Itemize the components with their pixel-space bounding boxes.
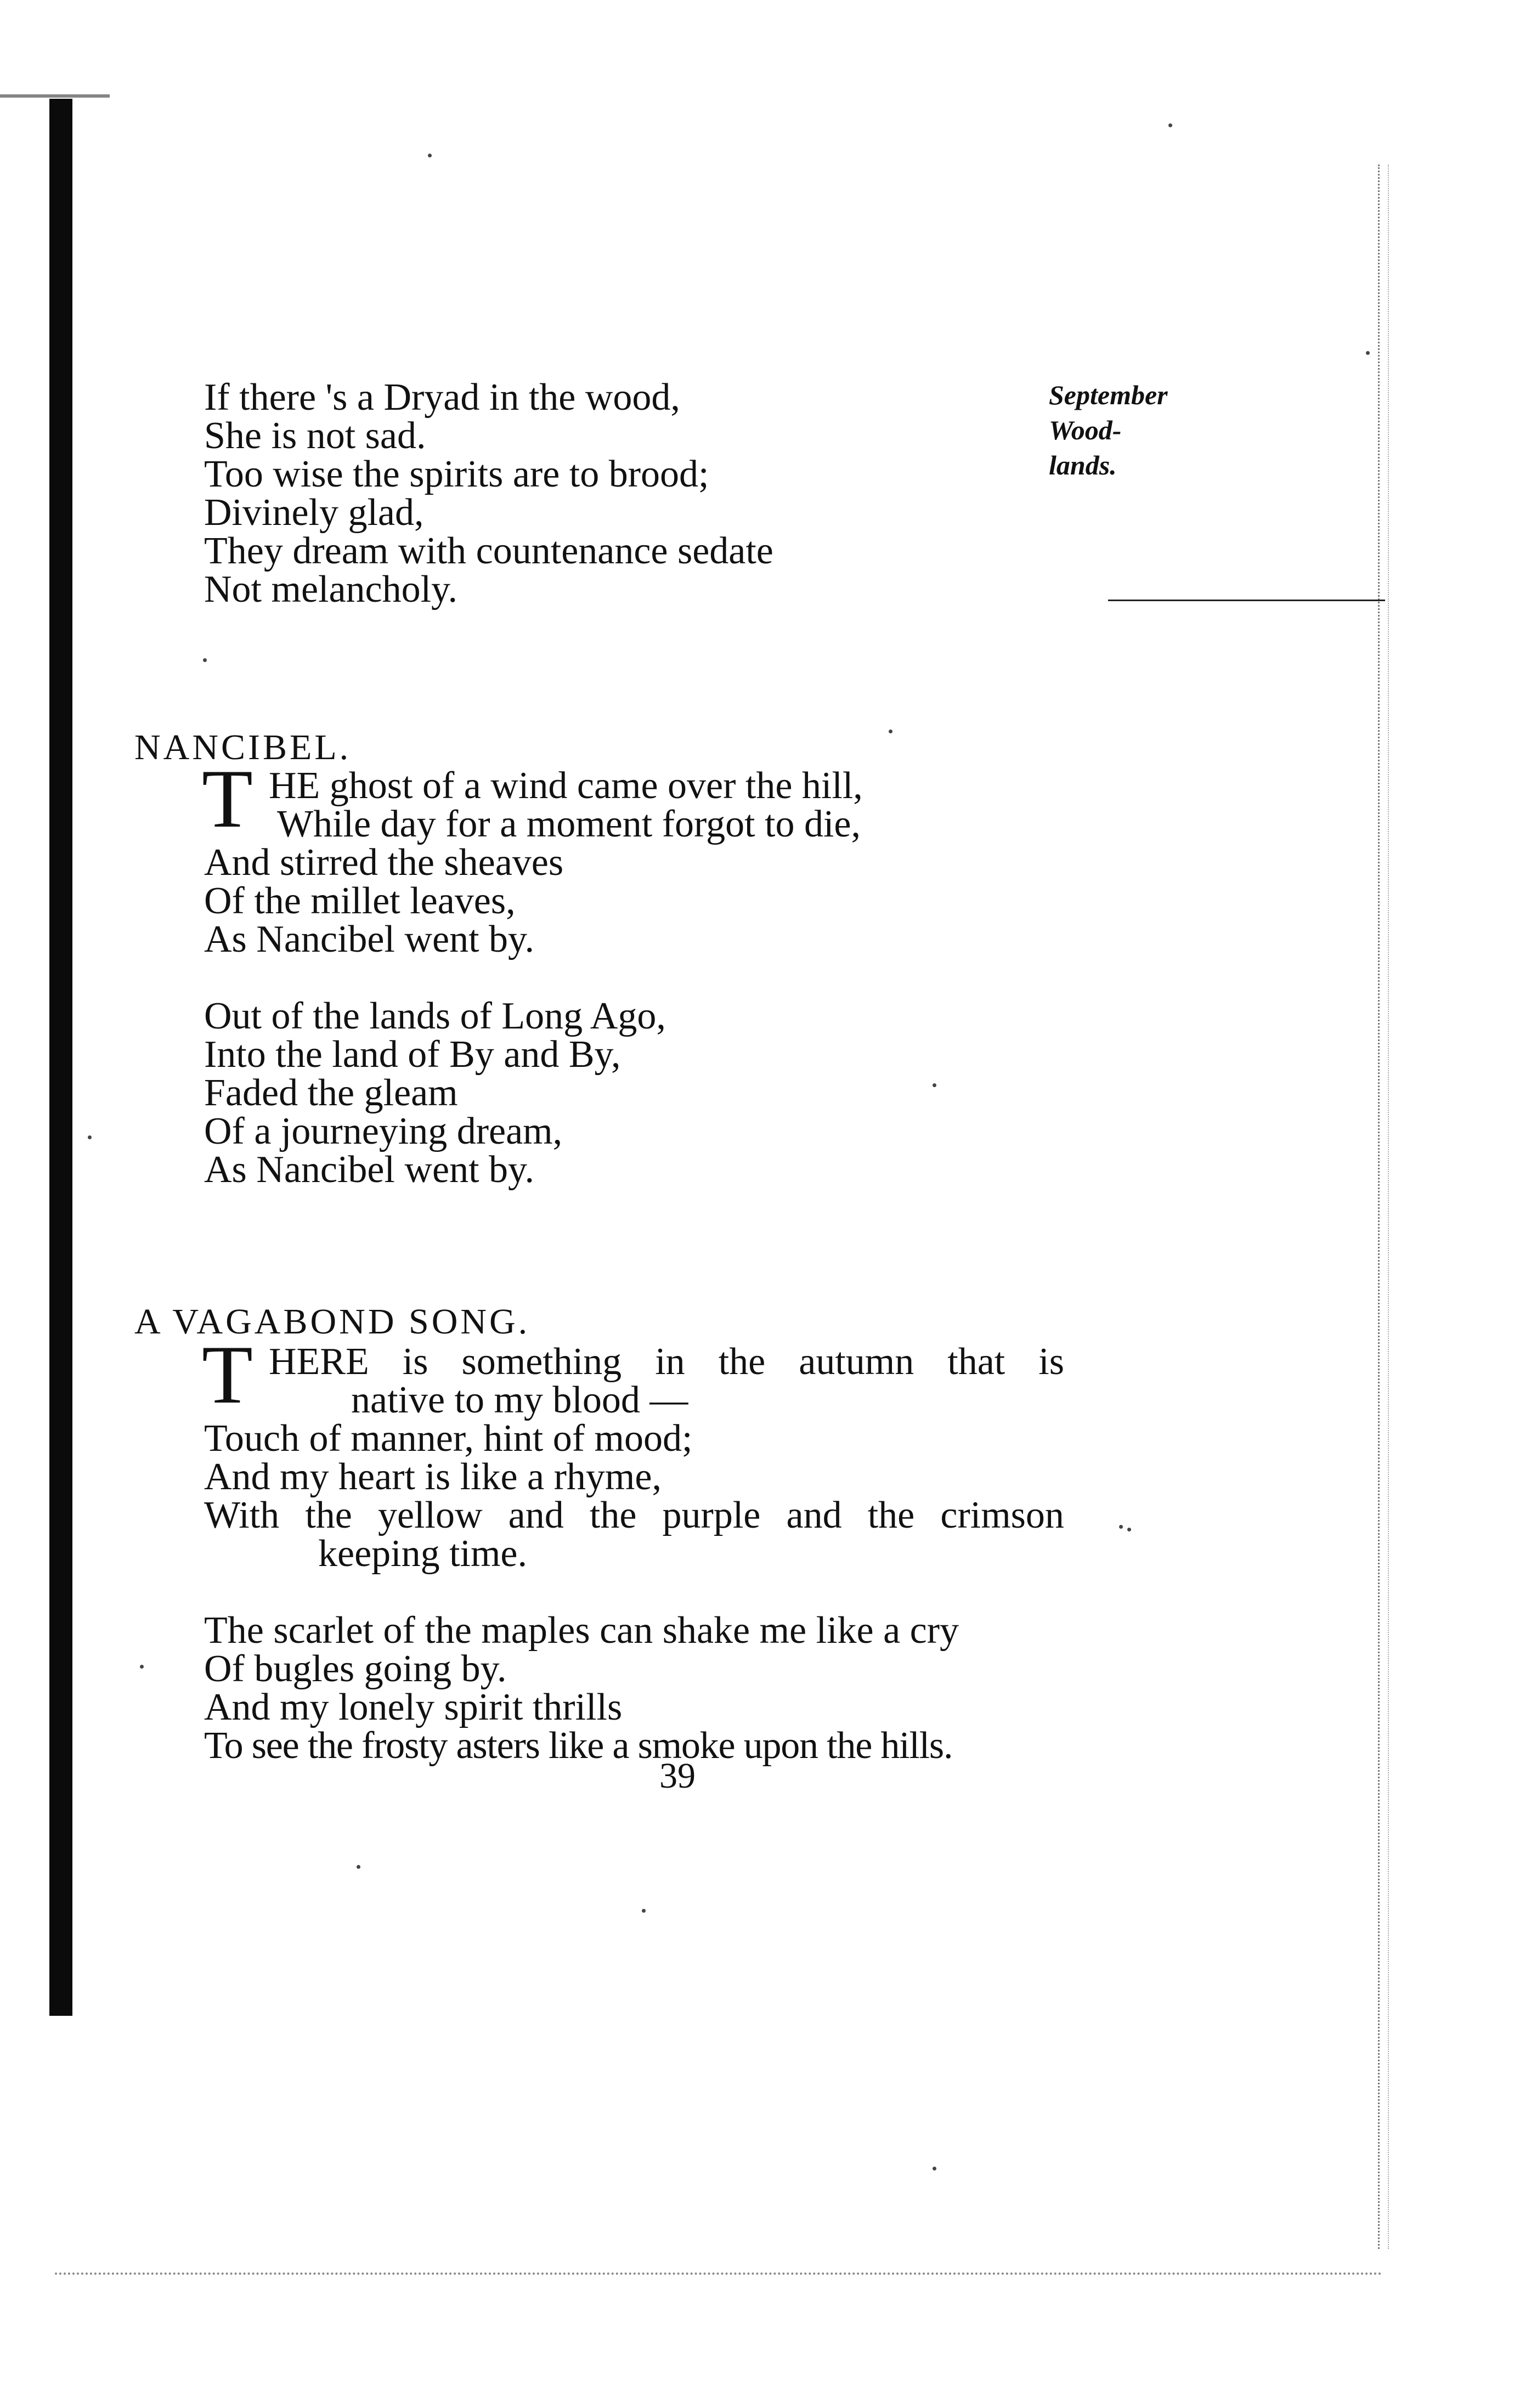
drop-cap: T	[202, 753, 253, 845]
speck	[933, 1083, 936, 1087]
poem-line: To see the frosty asters like a smoke upon the hills.	[204, 1725, 953, 1767]
poem-line: She is not sad.	[204, 415, 426, 457]
word: and	[786, 1494, 842, 1536]
speck	[1119, 1525, 1123, 1529]
word: is	[1038, 1341, 1064, 1383]
margin-rule	[1108, 600, 1385, 601]
poem-line: As Nancibel went by.	[204, 1149, 534, 1191]
word: in	[655, 1341, 685, 1383]
margin-note-line: Wood-	[1049, 415, 1122, 445]
drop-cap: T	[202, 1329, 253, 1421]
speck	[933, 2167, 936, 2170]
page-edge-right	[1378, 165, 1381, 2249]
word: crimson	[940, 1494, 1064, 1536]
poem-line: Divinely glad,	[204, 491, 424, 534]
binding-top-mark	[0, 94, 110, 98]
word: the	[589, 1494, 637, 1536]
margin-note-line: lands.	[1049, 450, 1117, 481]
poem-line: They dream with countenance sedate	[204, 530, 773, 572]
poem-line: Into the land of By and By,	[204, 1033, 621, 1076]
poem-title-vagabond-song: A VAGABOND SONG.	[134, 1302, 530, 1342]
poem-line: Not melancholy.	[204, 568, 458, 611]
speck	[428, 154, 432, 157]
poem-line: If there 's a Dryad in the wood,	[204, 376, 680, 419]
poem-line: HE ghost of a wind came over the hill,	[269, 765, 863, 807]
word: the	[718, 1341, 766, 1383]
poem-line: The scarlet of the maples can shake me like a cry	[204, 1609, 959, 1652]
poem-line-justified	[204, 1496, 1064, 1535]
page-edge-right-inner	[1388, 165, 1390, 2249]
page-number: 39	[659, 1756, 696, 1796]
speck	[1127, 1528, 1131, 1531]
speck	[357, 1865, 360, 1869]
word: that	[947, 1341, 1005, 1383]
word: autumn	[799, 1341, 914, 1383]
poem-line: And stirred the sheaves	[204, 841, 564, 884]
speck	[1168, 123, 1172, 127]
speck	[642, 1909, 646, 1913]
poem-line: Of a journeying dream,	[204, 1110, 563, 1152]
word: the	[867, 1494, 915, 1536]
poem-title-nancibel: NANCIBEL.	[134, 727, 352, 767]
poem-line: While day for a moment forgot to die,	[277, 803, 861, 845]
poem-line: And my lonely spirit thrills	[204, 1686, 623, 1728]
word: HERE	[269, 1341, 369, 1383]
speck	[1366, 351, 1370, 355]
word: the	[305, 1494, 352, 1536]
poem-line: Of the millet leaves,	[204, 880, 516, 922]
word: something	[461, 1341, 622, 1383]
poem-line: keeping time.	[318, 1533, 528, 1575]
word: is	[402, 1341, 428, 1383]
speck	[203, 658, 207, 662]
poem-line: Touch of manner, hint of mood;	[204, 1417, 693, 1460]
margin-note-line: September	[1049, 380, 1168, 410]
binding-edge	[49, 99, 72, 2016]
speck	[88, 1135, 92, 1139]
word: yellow	[377, 1494, 483, 1536]
speck	[140, 1665, 144, 1669]
poem-line: Of bugles going by.	[204, 1648, 507, 1690]
poem-line-justified	[269, 1343, 1064, 1381]
poem-line: Faded the gleam	[204, 1072, 458, 1114]
word: and	[508, 1494, 564, 1536]
poem-line: native to my blood —	[351, 1379, 688, 1421]
page-edge-bottom	[55, 2273, 1382, 2277]
poem-line: As Nancibel went by.	[204, 918, 534, 960]
poem-line: And my heart is like a rhyme,	[204, 1456, 662, 1498]
word: With	[204, 1494, 280, 1536]
margin-note	[1049, 377, 1168, 483]
word: purple	[662, 1494, 761, 1536]
poem-line: Out of the lands of Long Ago,	[204, 995, 666, 1037]
speck	[889, 730, 892, 733]
poem-line: Too wise the spirits are to brood;	[204, 453, 709, 495]
